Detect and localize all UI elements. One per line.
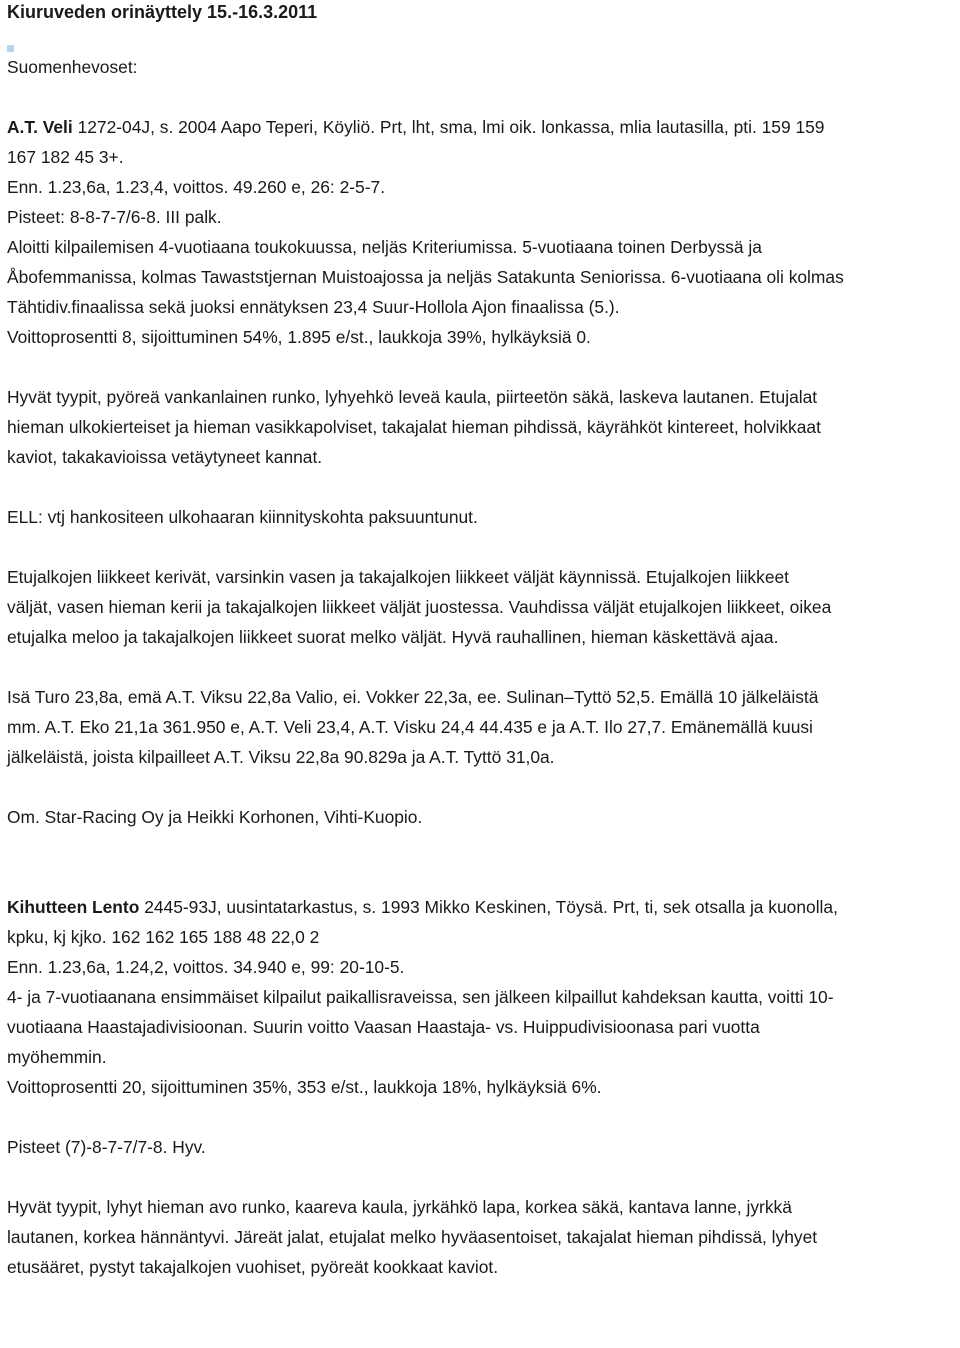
horse1-career-line: Tähtidiv.finaalissa sekä juoksi ennätyksen 23,4 Suur-Hollola Ajon finaalissa (5.). xyxy=(7,297,620,317)
horse1-name: A.T. Veli xyxy=(7,117,73,137)
horse2-reg-text: 2445-93J, uusintatarkastus, s. 1993 Mikko Keskinen, Töysä. Prt, ti, sek otsalla ja kuonolla, xyxy=(139,897,838,917)
horse2-type-line: etusääret, pystyt takajalkojen vuohiset, pyöreät kookkaat kaviot. xyxy=(7,1257,499,1277)
horse1-measures: 167 182 45 3+. xyxy=(7,147,124,167)
horse1-type-line: hieman ulkokierteiset ja hieman vasikkapolviset, takajalat hieman pihdissä, käyrähköt kintereet, holvikkaat xyxy=(7,417,821,437)
horse1-pedigree-line: Isä Turo 23,8a, emä A.T. Viksu 22,8a Valio, ei. Vokker 22,3a, ee. Sulinan–Tyttö 52,5. Emällä 10 jälkeläistä xyxy=(7,687,819,707)
horse2-career-line: myöhemmin. xyxy=(7,1047,107,1067)
horse1-reg-line xyxy=(7,112,957,142)
horse1-movement-line: etujalka meloo ja takajalkojen liikkeet suorat melko väljät. Hyvä rauhallinen, hieman käskettävä ajaa. xyxy=(7,627,779,647)
horse1-owner: Om. Star-Racing Oy ja Heikki Korhonen, Vihti-Kuopio. xyxy=(7,807,423,827)
horse1-reg-text: 1272-04J, s. 2004 Aapo Teperi, Köyliö. Prt, lht, sma, lmi oik. lonkassa, mlia lautasilla, pti. 159 159 xyxy=(72,117,825,137)
bullet-marker-icon xyxy=(7,45,14,52)
section-label: Suomenhevoset: xyxy=(7,57,138,77)
horse2-type-line: lautanen, korkea hännäntyvi. Järeät jalat, etujalat melko hyväasentoiset, takajalat hieman pihdissä, lyhyet xyxy=(7,1227,818,1247)
horse2-career-line: 4- ja 7-vuotiaanana ensimmäiset kilpailut paikallisraveissa, sen jälkeen kilpaillut kahdeksan kautta, voitti 10- xyxy=(7,987,834,1007)
document-page xyxy=(7,0,957,1282)
horse2-measures: kpku, kj kjko. 162 162 165 188 48 22,0 2 xyxy=(7,927,320,947)
document-title: Kiuruveden orinäyttely 15.-16.3.2011 xyxy=(7,2,318,22)
horse1-type-line: kaviot, takakavioissa vetäytyneet kannat. xyxy=(7,447,323,467)
horse1-ell: ELL: vtj hankositeen ulkohaaran kiinnityskohta paksuuntunut. xyxy=(7,507,478,527)
horse2-career-line: vuotiaana Haastajadivisioonan. Suurin voitto Vaasan Haastaja- vs. Huippudivisioonasa pari vuotta xyxy=(7,1017,760,1037)
horse2-type-line: Hyvät tyypit, lyhyt hieman avo runko, kaareva kaula, jyrkähkö lapa, korkea säkä, kantava lanne, jyrkkä xyxy=(7,1197,792,1217)
horse2-reg-line xyxy=(7,892,957,922)
horse1-career-line: Voittoprosentti 8, sijoittuminen 54%, 1.895 e/st., laukkoja 39%, hylkäyksiä 0. xyxy=(7,327,591,347)
horse2-career-line: Voittoprosentti 20, sijoittuminen 35%, 353 e/st., laukkoja 18%, hylkäyksiä 6%. xyxy=(7,1077,602,1097)
horse2-points: Pisteet (7)-8-7-7/7-8. Hyv. xyxy=(7,1137,206,1157)
horse1-career-line: Åbofemmanissa, kolmas Tawaststjernan Muistoajossa ja neljäs Satakunta Seniorissa. 6-vuotiaana oli kolmas xyxy=(7,267,844,287)
horse1-pedigree-line: mm. A.T. Eko 21,1a 361.950 e, A.T. Veli 23,4, A.T. Visku 24,4 44.435 e ja A.T. Ilo 27,7. Emänemällä kuusi xyxy=(7,717,813,737)
horse1-points: Pisteet: 8-8-7-7/6-8. III palk. xyxy=(7,207,222,227)
horse1-pedigree-line: jälkeläistä, joista kilpailleet A.T. Viksu 22,8a 90.829a ja A.T. Tyttö 31,0a. xyxy=(7,747,555,767)
horse1-movement-line: väljät, vasen hieman kerii ja takajalkojen liikkeet väljät juostessa. Vauhdissa väljät etujalkojen liikkeet, oikea xyxy=(7,597,832,617)
horse1-movement-line: Etujalkojen liikkeet kerivät, varsinkin vasen ja takajalkojen liikkeet väljät käynnissä. Etujalkojen liikkeet xyxy=(7,567,789,587)
horse2-records: Enn. 1.23,6a, 1.24,2, voittos. 34.940 e, 99: 20-10-5. xyxy=(7,957,405,977)
horse1-records: Enn. 1.23,6a, 1.23,4, voittos. 49.260 e, 26: 2-5-7. xyxy=(7,177,386,197)
horse1-career-line: Aloitti kilpailemisen 4-vuotiaana toukokuussa, neljäs Kriteriumissa. 5-vuotiaana toinen Derbyssä ja xyxy=(7,237,762,257)
horse2-name: Kihutteen Lento xyxy=(7,897,140,917)
horse1-type-line: Hyvät tyypit, pyöreä vankanlainen runko, lyhyehkö leveä kaula, piirteetön säkä, laskeva lautanen. Etujalat xyxy=(7,387,818,407)
